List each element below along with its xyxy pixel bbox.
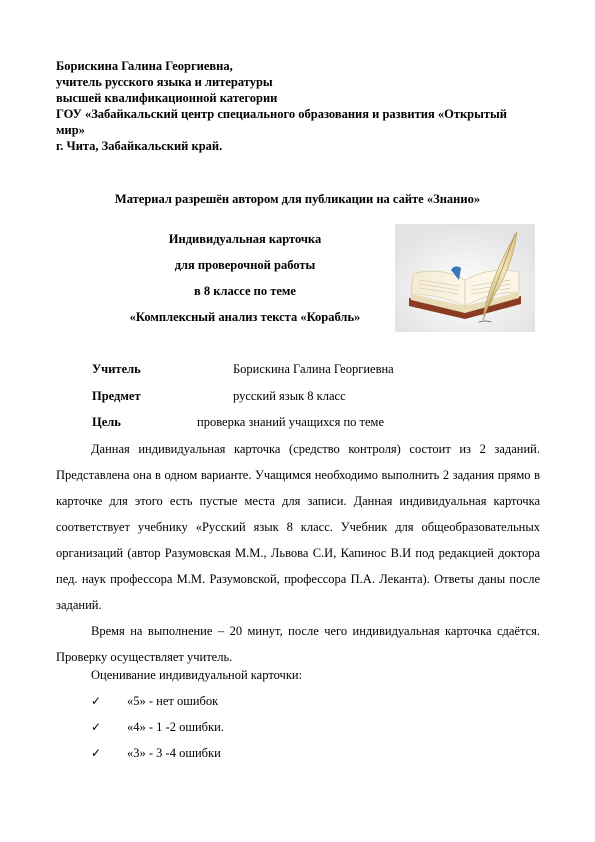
subject-value: русский язык 8 класс	[233, 389, 346, 403]
card-title-line: в 8 классе по теме	[194, 284, 296, 298]
author-organization: ГОУ «Забайкальский центр специального образования и развития «Открытый мир»	[56, 107, 507, 137]
author-position: учитель русского языка и литературы	[56, 75, 273, 89]
time-paragraph: Время на выполнение – 20 минут, после чего индивидуальная карточка сдаётся. Проверку осуществляет учитель.	[56, 624, 540, 664]
subject-label: Предмет	[92, 389, 141, 403]
teacher-label: Учитель	[92, 362, 141, 376]
card-title-line: Индивидуальная карточка	[168, 232, 322, 246]
checkmark-icon: ✓	[91, 746, 102, 760]
goal-value: проверка знаний учащихся по теме	[197, 415, 384, 429]
book-and-quill-illustration	[395, 224, 535, 332]
checkmark-icon: ✓	[91, 720, 102, 734]
author-city: г. Чита, Забайкальский край.	[56, 139, 223, 153]
author-name: Борискина Галина Георгиевна,	[56, 59, 233, 73]
author-block	[56, 58, 536, 154]
author-category: высшей квалификационной категории	[56, 91, 278, 105]
grading-heading: Оценивание индивидуальной карточки:	[91, 668, 303, 682]
teacher-value: Борискина Галина Георгиевна	[233, 362, 394, 376]
card-title	[90, 231, 400, 335]
checkmark-icon: ✓	[91, 694, 102, 708]
card-title-line: «Комплексный анализ текста «Корабль»	[129, 310, 361, 324]
goal-label: Цель	[92, 415, 121, 429]
document-page: Борискина Галина Георгиевна, учитель русского языка и литературы высшей квалификационной категории ГОУ «Забайкальский центр специального образования и развития «Открытый мир» г. Чита, Забайкальский край. Материал разрешён автором для публикации на сайте «Знанио» Индивидуальная карточка для проверочной работы в 8 классе по теме «Комплексный анализ текста «Корабль» Учитель Борискина Галина Георгиевна Предмет русский язык 8 класс Цель проверка знаний учащихся по теме Данная индивидуальная карточка (средство контроля) состоит из 2 заданий. Представлена она в одном варианте. Учащимся необходимо выполнить 2 задания прямо в карточке для этого есть пустые места для записи. Данная индивидуальная карточка соответствует учебнику «Русский язык 8 класс. Учебник для общеобразовательных организаций (автор Разумовская М.М., Львова С.И, Капинос В.И под редакцией доктора пед. наук профессора М.М. Разумовской, профессора П.А. Леканта). Ответы даны после заданий. Время на выполнение – 20 минут, после чего индивидуальная карточка сдаётся. Проверку осуществляет учитель. Оценивание индивидуальной карточки: ✓ «5» - нет ошибок ✓ «4» - 1 -2 ошибки. ✓ «3» - 3 -4 ошибки	[0, 0, 595, 842]
teacher-row	[92, 362, 394, 377]
permission-note: Материал разрешён автором для публикации на сайте «Знанио»	[114, 192, 481, 206]
subject-row	[92, 389, 346, 404]
goal-row	[92, 415, 384, 430]
card-title-line: для проверочной работы	[174, 258, 316, 272]
description-text	[56, 436, 540, 670]
description-paragraph: Данная индивидуальная карточка (средство контроля) состоит из 2 заданий. Представлена она в одном варианте. Учащимся необходимо выполнить 2 задания прямо в карточке для этого есть пустые места для записи. Данная индивидуальная карточка соответствует учебнику «Русский язык 8 класс. Учебник для общеобразовательных организаций (автор Разумовская М.М., Львова С.И, Капинос В.И под редакцией доктора пед. наук профессора М.М. Разумовской, профессора П.А. Леканта). Ответы даны после заданий.	[56, 442, 540, 612]
